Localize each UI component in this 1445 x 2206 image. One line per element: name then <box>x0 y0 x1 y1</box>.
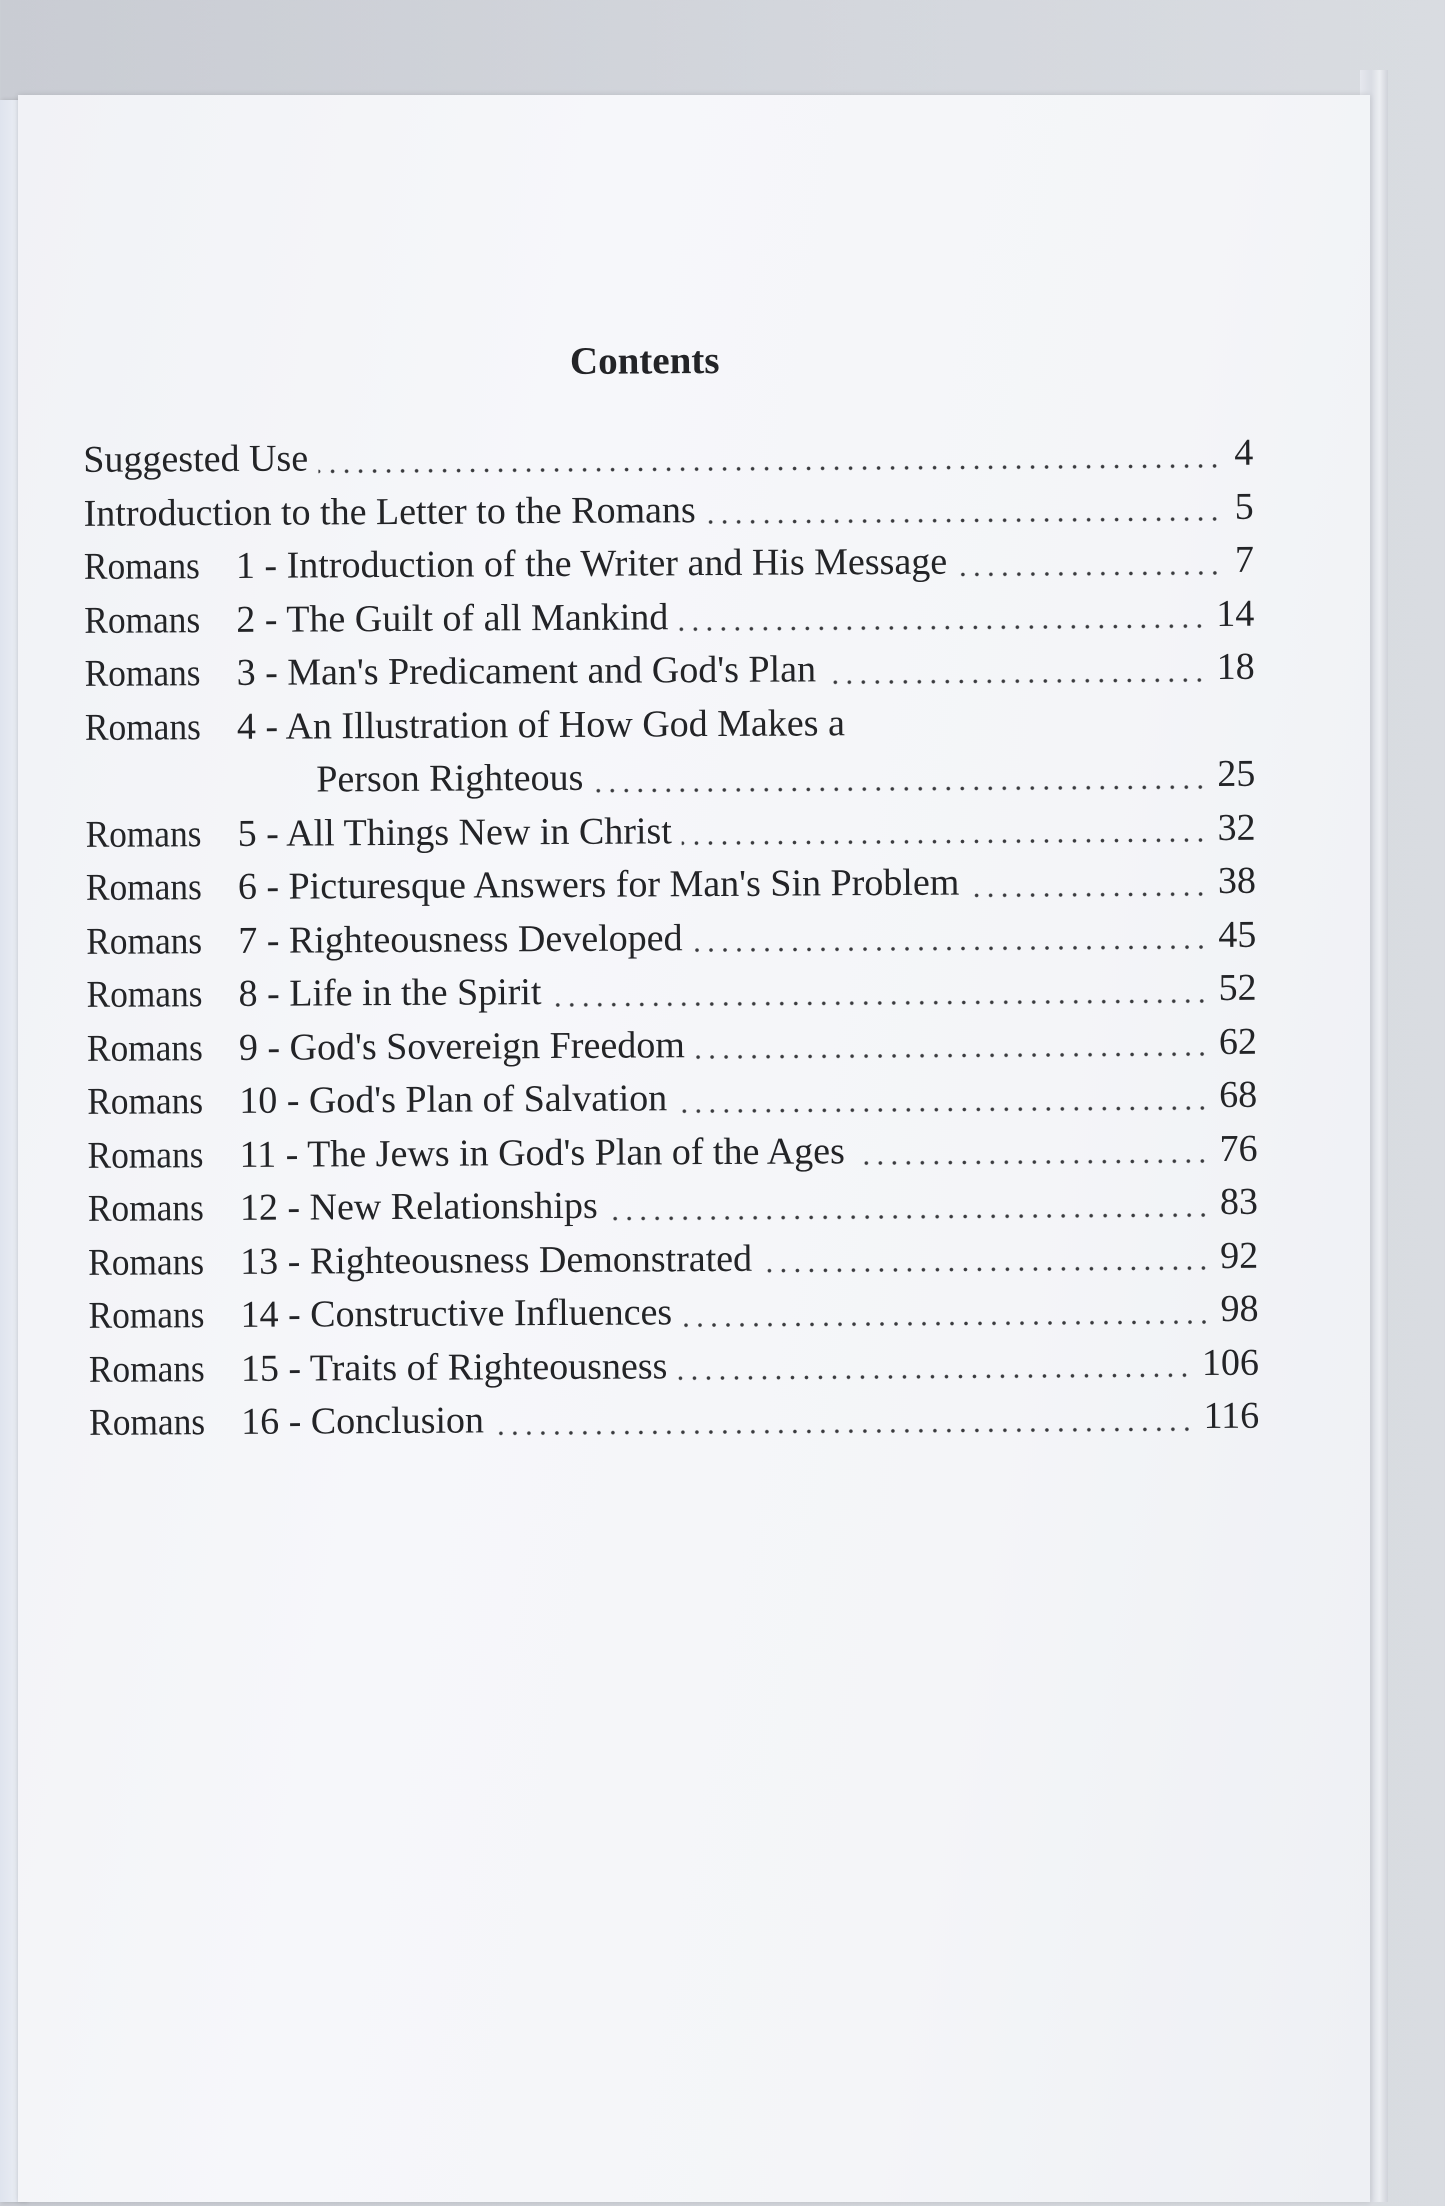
toc-entry-prefix: Romans <box>86 861 228 915</box>
toc-entry-prefix: Romans <box>88 1182 230 1236</box>
toc-entry-label: 13 - Righteousness Demonstrated <box>240 1232 752 1289</box>
toc-entry <box>84 534 1254 595</box>
toc-entry <box>84 587 1254 648</box>
toc-entry-prefix: Romans <box>88 1235 230 1289</box>
toc-entry <box>84 641 1254 702</box>
toc-entry-label: 16 - Conclusion <box>241 1394 484 1449</box>
toc-entry-prefix: Romans <box>87 1075 229 1129</box>
dot-leader <box>957 568 1222 580</box>
toc-entry-page: 18 <box>1216 641 1254 695</box>
toc-entry-page: 38 <box>1218 855 1256 909</box>
toc-entry-label: Person Righteous <box>316 752 583 807</box>
toc-entry <box>87 1122 1257 1183</box>
toc-entry-page: 52 <box>1218 962 1256 1016</box>
toc-entry-label: 7 - Righteousness Developed <box>238 912 683 968</box>
toc-entry <box>83 427 1253 488</box>
toc-entry <box>88 1176 1258 1237</box>
toc-entry-prefix: Romans <box>84 540 226 594</box>
toc-entry <box>86 855 1256 916</box>
dot-leader <box>693 942 1209 955</box>
toc-entry-page: 7 <box>1232 534 1254 588</box>
toc-entry <box>88 1283 1258 1344</box>
dot-leader <box>677 1370 1192 1383</box>
toc-entry-prefix: Romans <box>89 1342 231 1396</box>
toc-entry-page: 92 <box>1220 1229 1258 1283</box>
toc-entry-page: 45 <box>1218 908 1256 962</box>
toc-entry-label: 8 - Life in the Spirit <box>238 966 541 1021</box>
toc-entry-page: 68 <box>1219 1069 1257 1123</box>
toc-entry <box>86 962 1256 1023</box>
toc-entry-page: 98 <box>1220 1283 1258 1337</box>
toc-entry-label: 14 - Constructive Influences <box>240 1286 672 1342</box>
toc-entry-label: 15 - Traits of Righteousness <box>241 1340 668 1396</box>
toc-entry-page: 106 <box>1202 1336 1259 1390</box>
toc-entry-label: 3 - Man's Predicament and God's Plan <box>236 643 816 700</box>
dot-leader <box>706 514 1222 527</box>
toc-entry-label: 12 - New Relationships <box>240 1180 598 1236</box>
dot-leader <box>593 782 1207 796</box>
dot-leader <box>318 461 1221 477</box>
toc-entry <box>83 480 1253 541</box>
toc-entry-page: 76 <box>1219 1122 1257 1176</box>
toc-entry-page: 25 <box>1217 748 1255 802</box>
toc-entry-page: 32 <box>1217 801 1255 855</box>
dot-leader <box>695 1049 1209 1062</box>
table-of-contents <box>83 427 1259 1451</box>
toc-entry-label: Suggested Use <box>83 432 308 487</box>
toc-entry <box>87 1015 1257 1076</box>
toc-entry-page: 116 <box>1203 1390 1259 1444</box>
toc-entry <box>88 1229 1258 1290</box>
dot-leader <box>494 1424 1194 1438</box>
toc-entry-page: 14 <box>1216 587 1254 641</box>
dot-leader <box>552 996 1209 1010</box>
book-page <box>18 95 1370 2202</box>
toc-entry-prefix: Romans <box>84 594 226 648</box>
toc-entry-label: 2 - The Guilt of all Mankind <box>236 591 668 647</box>
toc-entry-label: 1 - Introduction of the Writer and His Message <box>236 536 947 594</box>
toc-entry-prefix: Romans <box>86 914 228 968</box>
toc-entry-prefix: Romans <box>85 701 227 755</box>
toc-entry-label: 6 - Picturesque Answers for Man's Sin Problem <box>238 857 960 915</box>
dot-leader <box>855 1156 1210 1168</box>
toc-entry <box>85 801 1255 862</box>
toc-entry-prefix: Romans <box>87 1128 229 1182</box>
dot-leader <box>682 835 1208 848</box>
dot-leader <box>678 621 1206 634</box>
toc-entry-prefix: Romans <box>87 1021 229 1075</box>
toc-entry <box>85 694 1255 755</box>
toc-entry <box>89 1390 1259 1451</box>
toc-entry-prefix: Romans <box>86 968 228 1022</box>
toc-entry-page: 5 <box>1231 480 1253 534</box>
toc-entry-prefix: Romans <box>88 1289 230 1343</box>
dot-leader <box>677 1103 1209 1116</box>
toc-entry-prefix: Romans <box>89 1396 231 1450</box>
toc-entry-page: 4 <box>1231 427 1253 481</box>
dot-leader <box>969 889 1208 900</box>
toc-entry-page: 62 <box>1219 1015 1257 1069</box>
dot-leader <box>608 1210 1210 1224</box>
toc-entry-label: Introduction to the Letter to the Romans <box>83 484 695 541</box>
toc-entry-prefix: Romans <box>84 647 226 701</box>
dot-leader <box>682 1317 1210 1330</box>
toc-entry-label: 11 - The Jews in God's Plan of the Ages <box>239 1125 845 1182</box>
toc-entry <box>89 1336 1259 1397</box>
toc-entry <box>87 1069 1257 1130</box>
toc-entry-page: 83 <box>1220 1176 1258 1230</box>
toc-entry-label: 10 - God's Plan of Salvation <box>239 1072 667 1128</box>
dot-leader <box>762 1263 1210 1276</box>
contents-title: Contents <box>15 335 1275 388</box>
toc-entry-continuation <box>85 748 1255 809</box>
toc-entry <box>86 908 1256 969</box>
toc-entry-label: 9 - God's Sovereign Freedom <box>239 1019 685 1075</box>
toc-entry-prefix: Romans <box>85 807 227 861</box>
page-content <box>13 91 1378 2206</box>
dot-leader <box>826 675 1207 687</box>
toc-entry-label: 4 - An Illustration of How God Makes a <box>237 697 845 754</box>
toc-entry-label: 5 - All Things New in Christ <box>237 805 672 861</box>
